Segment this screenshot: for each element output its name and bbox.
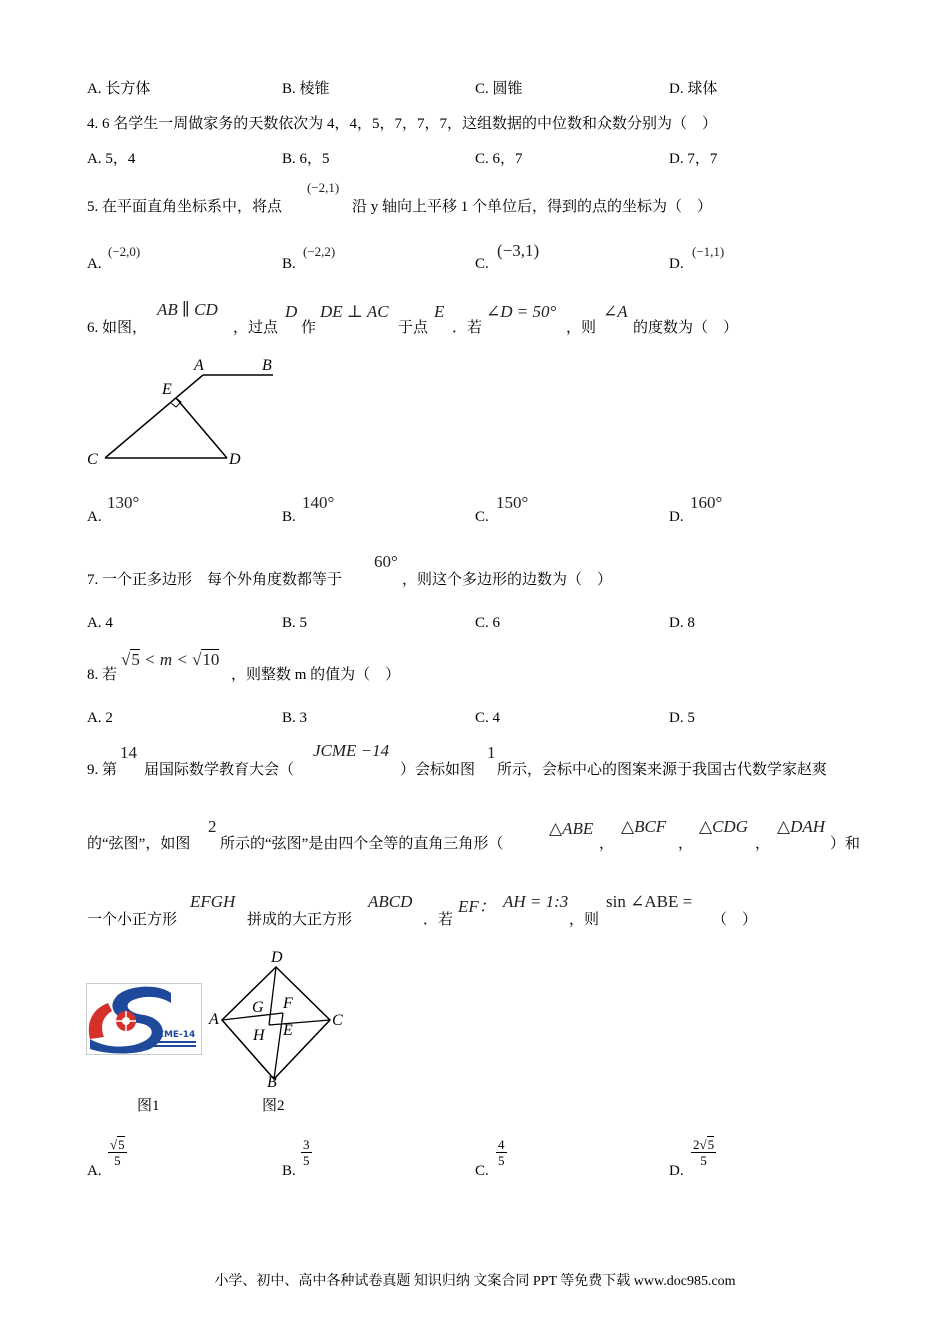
q9-xian-figure xyxy=(210,955,350,1090)
q8-stem-part2: ，则整数 m 的值为（ ） xyxy=(231,667,401,683)
q9-comma-1: ， xyxy=(599,836,615,852)
q6-triangle-figure xyxy=(80,352,290,477)
q9-comma-2: ， xyxy=(678,836,694,852)
q5-point: (−2,1) xyxy=(307,180,340,195)
q8-math-inequality: √5 < m < √10 xyxy=(121,650,220,669)
q7-option-d: D. 8 xyxy=(669,615,695,631)
q9-triangle-abe: △ABE xyxy=(549,819,594,838)
q9-line1-part2: 届国际数学教育大会（ xyxy=(144,762,295,778)
q5-option-d-label: D. xyxy=(669,256,684,272)
q9-d-coef: 2 xyxy=(693,1137,700,1152)
q9-option-c-label: C. xyxy=(475,1163,489,1179)
q9-math-ah-ratio: AH = 1:3 xyxy=(503,892,569,911)
q9-line3-part2: 拼成的大正方形 xyxy=(247,912,353,928)
q9-math-abcd: ABCD xyxy=(368,892,413,911)
q9-math-fig2: 2 xyxy=(208,817,217,836)
q9-math-fig1: 1 xyxy=(487,743,496,762)
q6-stem-part2: ，过点 xyxy=(233,320,279,336)
q9-d-radicand: 5 xyxy=(707,1137,715,1152)
q6-option-b-label: B. xyxy=(282,509,296,525)
q9-fig2-label-g: G xyxy=(252,999,264,1016)
q9-option-a-label: A. xyxy=(87,1163,102,1179)
q9-fig2-label-h: H xyxy=(253,1027,265,1044)
q9-d-denominator: 5 xyxy=(700,1153,707,1168)
q6-option-c-value: 150° xyxy=(496,493,529,512)
q9-a-numerator: 5 xyxy=(118,1137,125,1152)
q6-math-d: D xyxy=(285,302,298,321)
q9-triangle-dah: △DAH xyxy=(777,817,826,836)
q4-stem: 4. 6 名学生一周做家务的天数依次为 4，4，5，7，7，7，这组数据的中位数和众数分别为（ ） xyxy=(87,116,718,132)
q6-stem-part6: ，则 xyxy=(566,320,597,336)
q6-math-de-perp-ac: DE ⊥ AC xyxy=(320,302,389,321)
q6-stem-part4: 于点 xyxy=(398,320,429,336)
q7-math-60: 60° xyxy=(374,552,398,571)
q9-fig2-label-c: C xyxy=(332,1012,343,1029)
q5-stem-part1: 5. 在平面直角坐标系中，将点 xyxy=(87,199,283,215)
q9-triangle-cdg: △CDG xyxy=(699,817,748,836)
q3-option-d: D. 球体 xyxy=(669,81,718,97)
segment-bf xyxy=(274,1013,283,1079)
q9-a-denominator: 5 xyxy=(114,1153,121,1168)
q9-option-d-label: D. xyxy=(669,1163,684,1179)
q9-line3-part4: ，则 xyxy=(569,912,600,928)
segment-ce xyxy=(269,1020,330,1025)
q9-fig2-label-b: B xyxy=(267,1074,277,1091)
q6-math-angle-d: ∠D = 50° xyxy=(486,302,557,321)
q9-line3-part3: ．若 xyxy=(423,912,454,928)
q8-lt-m-lt: < m < xyxy=(139,650,193,669)
q9-math-sin: sin ∠ABE = xyxy=(606,892,693,911)
q9-b-denominator: 5 xyxy=(303,1153,310,1168)
segment-ac xyxy=(105,375,203,458)
q6-label-e: E xyxy=(162,381,172,398)
q3-option-b: B. 棱锥 xyxy=(282,81,330,97)
q6-stem-part5: ．若 xyxy=(452,320,483,336)
q6-math-angle-a: ∠A xyxy=(603,302,628,321)
q4-option-a: A. 5，4 xyxy=(87,151,136,167)
q6-stem-part3: 作 xyxy=(301,320,317,336)
q9-fig2-label-d: D xyxy=(271,949,283,966)
page-footer: 小学、初中、高中各种试卷真题 知识归纳 文案合同 PPT 等免费下载 www.doc985.com xyxy=(214,1274,736,1289)
q6-stem-part7: 的度数为（ ） xyxy=(633,320,739,336)
q9-c-numerator: 4 xyxy=(498,1137,505,1152)
q8-option-b: B. 3 xyxy=(282,710,308,726)
q6-label-a: A xyxy=(194,357,204,374)
q5-option-a-label: A. xyxy=(87,256,102,272)
q5-option-a-value: (−2,0) xyxy=(108,244,141,259)
q9-c-denominator: 5 xyxy=(498,1153,505,1168)
q5-option-b-value: (−2,2) xyxy=(303,244,336,259)
q9-line3-part5: （ ） xyxy=(712,912,758,928)
q9-line2-part2: 所示的“弦图”是由四个全等的直角三角形（ xyxy=(220,836,504,852)
q9-math-efgh: EFGH xyxy=(190,892,236,911)
q6-option-d-label: D. xyxy=(669,509,684,525)
q9-option-b-fraction xyxy=(301,1137,312,1168)
q9-line1-part1: 9. 第 xyxy=(87,762,118,778)
q9-fig2-label-e: E xyxy=(283,1022,293,1039)
segment-de xyxy=(176,398,227,458)
q9-option-a-fraction: $\frac{√5}{5}$ xyxy=(110,1137,125,1168)
q6-option-a-label: A. xyxy=(87,509,102,525)
q6-label-d: D xyxy=(229,451,241,468)
q6-option-a-value: 130° xyxy=(107,493,140,512)
q8-stem-part1: 8. 若 xyxy=(87,667,118,683)
q3-option-c: C. 圆锥 xyxy=(475,81,523,97)
q6-option-b-value: 140° xyxy=(302,493,335,512)
q4-option-d: D. 7，7 xyxy=(669,151,718,167)
q9-fig2-label-a: A xyxy=(209,1011,219,1028)
q7-stem-part2: ，则这个多边形的边数为（ ） xyxy=(402,572,613,588)
q4-option-b: B. 6，5 xyxy=(282,151,330,167)
q8-option-c: C. 4 xyxy=(475,710,501,726)
q9-math-14: 14 xyxy=(120,743,137,762)
q7-option-c: C. 6 xyxy=(475,615,501,631)
q9-math-ef: EF： xyxy=(458,897,496,916)
q6-option-d-value: 160° xyxy=(690,493,723,512)
q9-math-jcme: JCME −14 xyxy=(313,741,390,760)
q5-option-d-value: (−1,1) xyxy=(692,244,725,259)
q7-option-b: B. 5 xyxy=(282,615,308,631)
q3-option-a: A. 长方体 xyxy=(87,81,151,97)
q9-comma-3: ， xyxy=(755,836,771,852)
q5-option-b-label: B. xyxy=(282,256,296,272)
q9-line3-part1: 一个小正方形 xyxy=(87,912,178,928)
q6-math-ab-parallel-cd: AB ∥ CD xyxy=(157,300,218,319)
q8-sqrt5: 5 xyxy=(131,650,140,669)
q9-fig2-caption: 图2 xyxy=(262,1098,285,1114)
q9-option-c-fraction xyxy=(496,1137,507,1168)
q8-option-d: D. 5 xyxy=(669,710,695,726)
q9-line2-part1: 的“弦图”，如图 xyxy=(87,836,191,852)
q7-option-a: A. 4 xyxy=(87,615,113,631)
q9-line1-part3: ）会标如图 xyxy=(400,762,476,778)
q9-triangle-bcf: △BCF xyxy=(621,817,667,836)
q8-sqrt10: 10 xyxy=(202,650,220,669)
q9-option-d-fraction: $\frac{2√5}{5}$ xyxy=(693,1137,715,1168)
q4-option-c: C. 6，7 xyxy=(475,151,523,167)
logo-text: JCME-14 xyxy=(154,1030,196,1040)
q5-option-c-label: C. xyxy=(475,256,489,272)
q6-math-e: E xyxy=(434,302,445,321)
q9-line1-part4: 所示，会标中心的图案来源于我国古代数学家赵爽 xyxy=(497,762,828,778)
q6-label-b: B xyxy=(262,357,272,374)
q9-b-numerator: 3 xyxy=(303,1137,310,1152)
q9-fig1-caption: 图1 xyxy=(137,1098,160,1114)
q9-option-b-label: B. xyxy=(282,1163,296,1179)
segment-dh xyxy=(269,967,276,1025)
q9-line2-part3: ）和 xyxy=(830,836,861,852)
q6-label-c: C xyxy=(87,451,98,468)
q6-stem-part1: 6. 如图， xyxy=(87,320,148,336)
q5-stem-part2: 沿 y 轴向上平移 1 个单位后，得到的点的坐标为（ ） xyxy=(352,199,713,215)
q8-option-a: A. 2 xyxy=(87,710,113,726)
q9-logo-image xyxy=(86,983,202,1055)
q7-stem-part1: 7. 一个正多边形 每个外角度数都等于 xyxy=(87,572,343,588)
q5-option-c-value: (−3,1) xyxy=(497,241,540,260)
q9-fig2-label-f: F xyxy=(283,995,293,1012)
q6-option-c-label: C. xyxy=(475,509,489,525)
